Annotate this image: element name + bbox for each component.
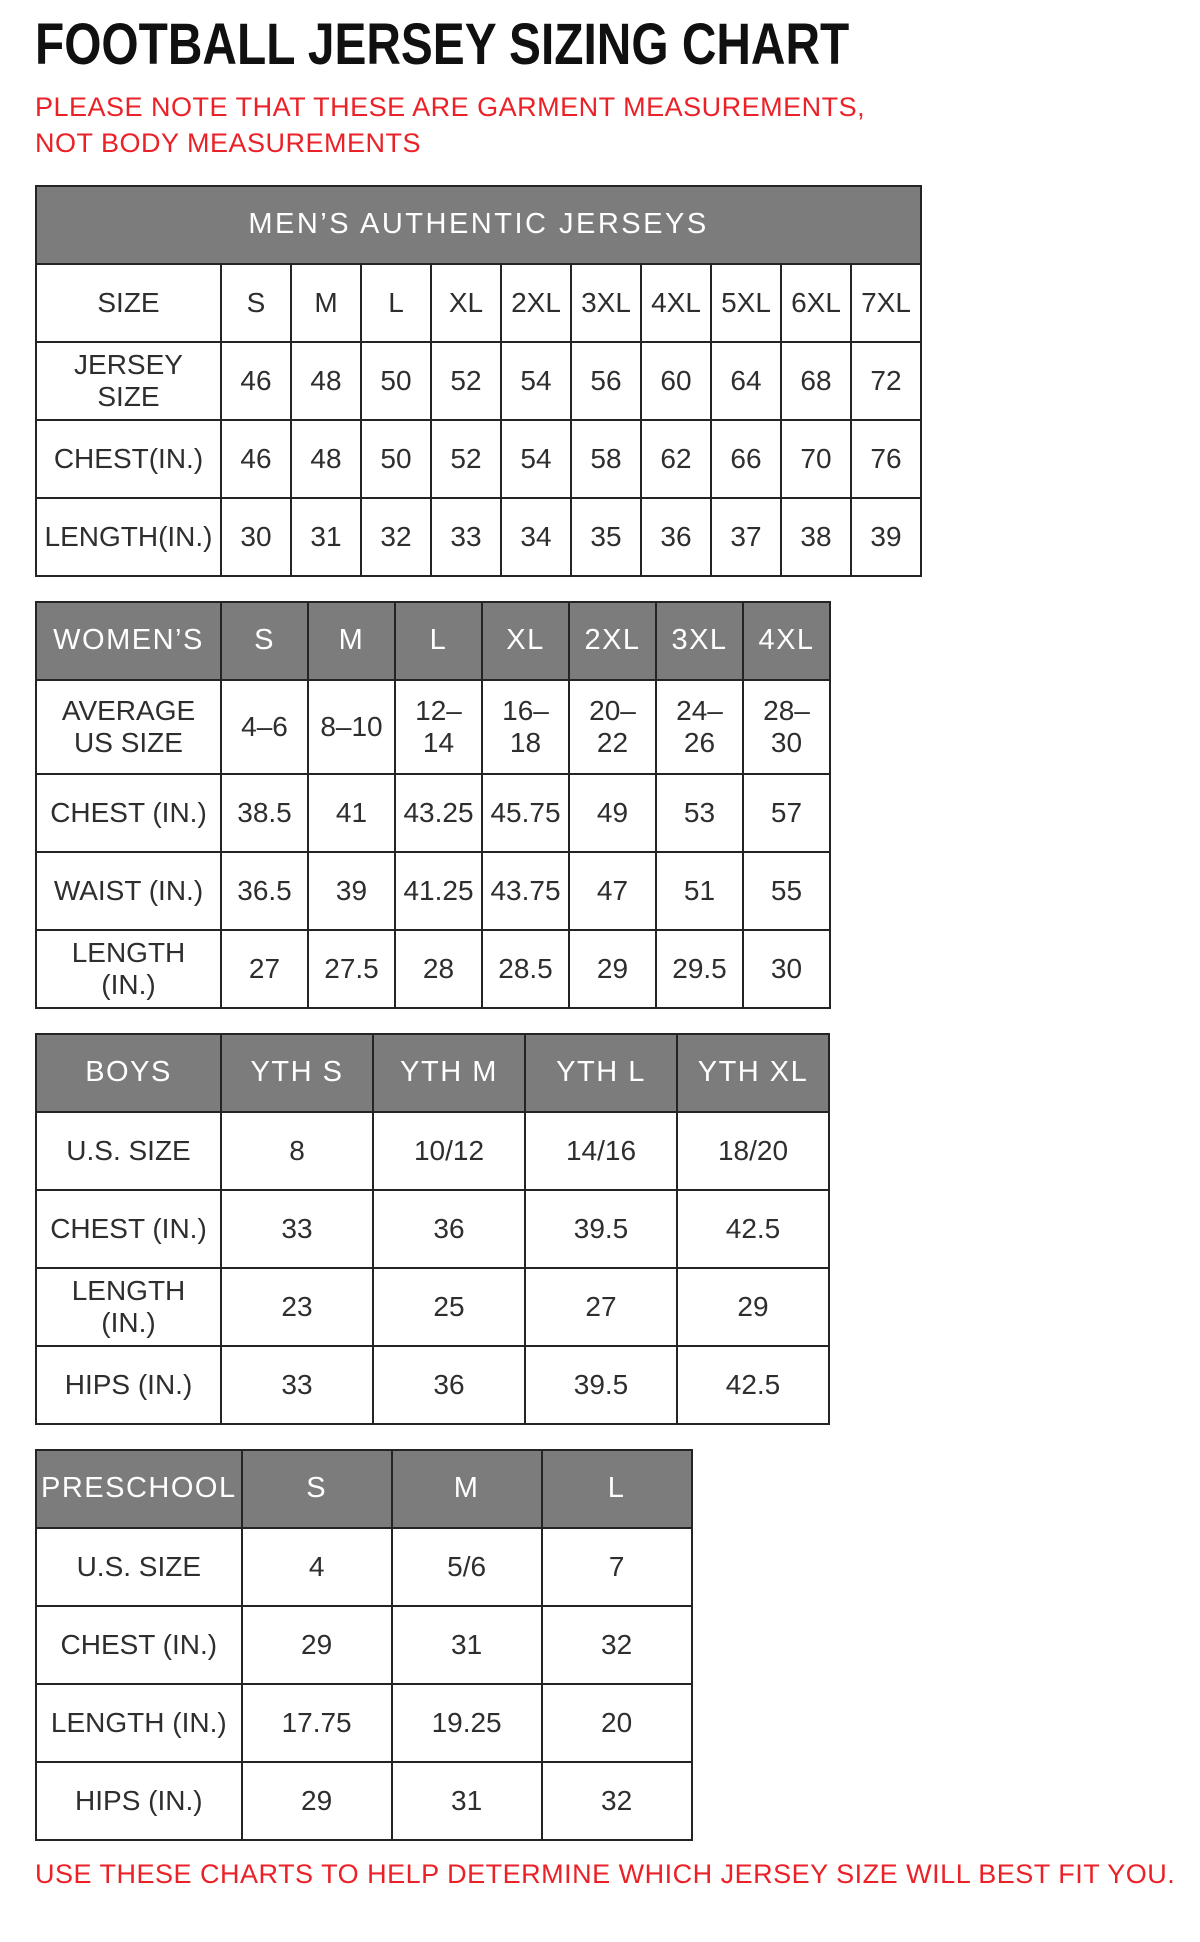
table-row	[36, 1684, 692, 1762]
value-cell: 29	[242, 1606, 392, 1684]
value-cell: 48	[291, 342, 361, 420]
value-cell: 34	[501, 498, 571, 576]
size-header-cell: 2XL	[569, 602, 656, 680]
value-cell: 20	[542, 1684, 692, 1762]
page-title-text: FOOTBALL JERSEY SIZING CHART	[35, 12, 850, 78]
footer-note: USE THESE CHARTS TO HELP DETERMINE WHICH JERSEY SIZE WILL BEST FIT YOU.	[35, 1858, 1176, 1889]
table-row	[36, 420, 921, 498]
value-cell: 17.75	[242, 1684, 392, 1762]
value-cell: 4	[242, 1528, 392, 1606]
table-row	[36, 930, 830, 1008]
value-cell: 47	[569, 852, 656, 930]
row-label-cell: WAIST (IN.)	[36, 852, 221, 930]
size-header-cell: YTH L	[525, 1034, 677, 1112]
row-label-cell: JERSEY SIZE	[36, 342, 221, 420]
value-cell: 70	[781, 420, 851, 498]
mens-table-title: MEN’S AUTHENTIC JERSEYS	[36, 186, 921, 264]
measurement-note: PLEASE NOTE THAT THESE ARE GARMENT MEASUREMENTS, NOT BODY MEASUREMENTS	[35, 91, 866, 158]
value-cell: 33	[221, 1190, 373, 1268]
boys-table	[35, 1033, 830, 1425]
row-label-cell: U.S. SIZE	[36, 1528, 242, 1606]
value-cell: 39.5	[525, 1190, 677, 1268]
value-cell: M	[291, 264, 361, 342]
size-header-cell: S	[242, 1450, 392, 1528]
table-row	[36, 1112, 829, 1190]
value-cell: 58	[571, 420, 641, 498]
value-cell: 28–30	[743, 680, 830, 774]
size-header-cell: L	[542, 1450, 692, 1528]
size-header-cell: XL	[482, 602, 569, 680]
value-cell: 48	[291, 420, 361, 498]
row-label-cell: HIPS (IN.)	[36, 1762, 242, 1840]
value-cell: 41.25	[395, 852, 482, 930]
value-cell: 5XL	[711, 264, 781, 342]
value-cell: 3XL	[571, 264, 641, 342]
value-cell: 76	[851, 420, 921, 498]
womens-table	[35, 601, 831, 1009]
value-cell: 39	[851, 498, 921, 576]
value-cell: 43.25	[395, 774, 482, 852]
value-cell: 25	[373, 1268, 525, 1346]
value-cell: 33	[431, 498, 501, 576]
value-cell: 18/20	[677, 1112, 829, 1190]
womens-table-title: WOMEN’S	[36, 602, 221, 680]
value-cell: 32	[542, 1606, 692, 1684]
value-cell: 8–10	[308, 680, 395, 774]
value-cell: 53	[656, 774, 743, 852]
table-row	[36, 680, 830, 774]
value-cell: 36.5	[221, 852, 308, 930]
preschool-table-title: PRESCHOOL	[36, 1450, 242, 1528]
row-label-cell: LENGTH (IN.)	[36, 1684, 242, 1762]
value-cell: 52	[431, 342, 501, 420]
value-cell: 6XL	[781, 264, 851, 342]
table-row	[36, 852, 830, 930]
page-title	[35, 12, 1180, 78]
value-cell: 4–6	[221, 680, 308, 774]
value-cell: 20–22	[569, 680, 656, 774]
value-cell: 31	[392, 1606, 542, 1684]
value-cell: 46	[221, 420, 291, 498]
row-label-cell: CHEST (IN.)	[36, 774, 221, 852]
value-cell: 27.5	[308, 930, 395, 1008]
value-cell: 39.5	[525, 1346, 677, 1424]
table-row	[36, 1190, 829, 1268]
value-cell: 62	[641, 420, 711, 498]
table-row	[36, 342, 921, 420]
value-cell: 66	[711, 420, 781, 498]
value-cell: 32	[542, 1762, 692, 1840]
row-label-cell: SIZE	[36, 264, 221, 342]
value-cell: 52	[431, 420, 501, 498]
value-cell: 45.75	[482, 774, 569, 852]
value-cell: 50	[361, 342, 431, 420]
value-cell: 31	[392, 1762, 542, 1840]
value-cell: 19.25	[392, 1684, 542, 1762]
value-cell: 14/16	[525, 1112, 677, 1190]
table-row	[36, 1268, 829, 1346]
value-cell: 50	[361, 420, 431, 498]
mens-table	[35, 185, 922, 577]
table-row	[36, 1762, 692, 1840]
value-cell: 46	[221, 342, 291, 420]
table-row	[36, 774, 830, 852]
value-cell: 30	[743, 930, 830, 1008]
value-cell: 36	[641, 498, 711, 576]
size-header-cell: S	[221, 602, 308, 680]
value-cell: 54	[501, 420, 571, 498]
table-row	[36, 1346, 829, 1424]
value-cell: 64	[711, 342, 781, 420]
value-cell: 24–26	[656, 680, 743, 774]
value-cell: 5/6	[392, 1528, 542, 1606]
value-cell: 16–18	[482, 680, 569, 774]
size-header-cell: 4XL	[743, 602, 830, 680]
value-cell: L	[361, 264, 431, 342]
table-header-row	[36, 1034, 829, 1112]
value-cell: 39	[308, 852, 395, 930]
value-cell: 43.75	[482, 852, 569, 930]
size-header-cell: 3XL	[656, 602, 743, 680]
row-label-cell: U.S. SIZE	[36, 1112, 221, 1190]
size-header-cell: YTH S	[221, 1034, 373, 1112]
value-cell: 28.5	[482, 930, 569, 1008]
table-row	[36, 264, 921, 342]
value-cell: 30	[221, 498, 291, 576]
value-cell: 68	[781, 342, 851, 420]
value-cell: 41	[308, 774, 395, 852]
value-cell: 2XL	[501, 264, 571, 342]
value-cell: 27	[525, 1268, 677, 1346]
row-label-cell: LENGTH(IN.)	[36, 498, 221, 576]
value-cell: 28	[395, 930, 482, 1008]
value-cell: 29	[677, 1268, 829, 1346]
value-cell: 49	[569, 774, 656, 852]
value-cell: 27	[221, 930, 308, 1008]
value-cell: 23	[221, 1268, 373, 1346]
size-header-cell: M	[308, 602, 395, 680]
value-cell: 7XL	[851, 264, 921, 342]
row-label-cell: LENGTH (IN.)	[36, 1268, 221, 1346]
value-cell: 57	[743, 774, 830, 852]
table-title-row	[36, 186, 921, 264]
table-header-row	[36, 1450, 692, 1528]
size-header-cell: L	[395, 602, 482, 680]
value-cell: 37	[711, 498, 781, 576]
row-label-cell: CHEST(IN.)	[36, 420, 221, 498]
value-cell: 7	[542, 1528, 692, 1606]
row-label-cell: HIPS (IN.)	[36, 1346, 221, 1424]
row-label-cell: AVERAGE US SIZE	[36, 680, 221, 774]
value-cell: 36	[373, 1346, 525, 1424]
table-row	[36, 498, 921, 576]
value-cell: 8	[221, 1112, 373, 1190]
value-cell: 38	[781, 498, 851, 576]
table-row	[36, 1528, 692, 1606]
value-cell: 51	[656, 852, 743, 930]
row-label-cell: LENGTH (IN.)	[36, 930, 221, 1008]
value-cell: 29	[242, 1762, 392, 1840]
value-cell: XL	[431, 264, 501, 342]
size-header-cell: YTH M	[373, 1034, 525, 1112]
value-cell: 31	[291, 498, 361, 576]
row-label-cell: CHEST (IN.)	[36, 1190, 221, 1268]
value-cell: 29.5	[656, 930, 743, 1008]
value-cell: 10/12	[373, 1112, 525, 1190]
value-cell: 12–14	[395, 680, 482, 774]
value-cell: 33	[221, 1346, 373, 1424]
value-cell: 35	[571, 498, 641, 576]
value-cell: 42.5	[677, 1346, 829, 1424]
value-cell: 54	[501, 342, 571, 420]
table-row	[36, 1606, 692, 1684]
value-cell: 56	[571, 342, 641, 420]
row-label-cell: CHEST (IN.)	[36, 1606, 242, 1684]
value-cell: S	[221, 264, 291, 342]
value-cell: 4XL	[641, 264, 711, 342]
value-cell: 42.5	[677, 1190, 829, 1268]
value-cell: 32	[361, 498, 431, 576]
value-cell: 36	[373, 1190, 525, 1268]
size-header-cell: YTH XL	[677, 1034, 829, 1112]
value-cell: 38.5	[221, 774, 308, 852]
boys-table-title: BOYS	[36, 1034, 221, 1112]
size-header-cell: M	[392, 1450, 542, 1528]
value-cell: 72	[851, 342, 921, 420]
value-cell: 29	[569, 930, 656, 1008]
table-header-row	[36, 602, 830, 680]
value-cell: 55	[743, 852, 830, 930]
preschool-table	[35, 1449, 693, 1841]
value-cell: 60	[641, 342, 711, 420]
